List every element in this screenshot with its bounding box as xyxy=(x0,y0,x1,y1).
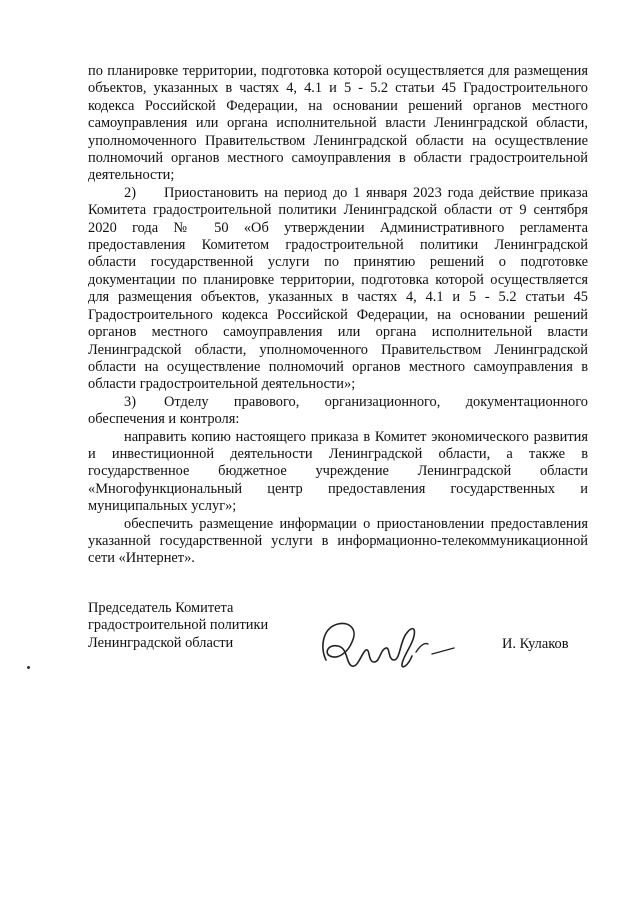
paragraph-text: Приостановить на период до 1 января 2023 года действие приказа Комитета градостроительной политики Ленинградской области от 9 сентября 2020 года № 50 «Об утверждении Административного регламента предоставления Комитетом градостроительной политики Ленинградской области государственной услуги по принятию решений о подготовке документации по планировке территории, подготовка которой осуществляется для размещения объектов, указанных в частях 4, 4.1 и 5 - 5.2 статьи 45 Градостроительного кодекса Российской Федерации, на основании решений органов местного самоуправления или органа исполнительной власти Ленинградской области, уполномоченного Правительством Ленинградской области на осуществление полномочий органов местного самоуправления в области градостроительной деятельности»; xyxy=(88,184,588,393)
scan-speck xyxy=(27,666,30,669)
paragraph-subitem-publish xyxy=(88,516,588,568)
paragraph-text: по планировке территории, подготовка которой осуществляется для размещения объектов, указанных в частях 4, 4.1 и 5 - 5.2 статьи 45 Градостроительного кодекса Российской Федерации, на основании решений органов местного самоуправления или органа исполнительной власти Ленинградской области, уполномоченного Правительством Ленинградской области на осуществление полномочий органов местного самоуправления в области градостроительной деятельности; xyxy=(88,63,588,184)
signatory-title-line: градостроительной политики xyxy=(88,617,269,634)
paragraph-number: 3) xyxy=(124,393,136,410)
signatory-title-line: Председатель Комитета xyxy=(88,600,234,616)
paragraph-number: 2) xyxy=(124,184,136,201)
paragraph-continuation xyxy=(88,63,588,185)
paragraph-text: направить копию настоящего приказа в Комитет экономического развития и инвестиционной деятельности Ленинградской области, а также в государственное бюджетное учреждение Ленинградской области «Многофункциональный центр предоставления государственных и муниципальных услуг»; xyxy=(88,428,588,515)
paragraph-text: Отделу правового, организационного, документационного обеспечения и контроля: xyxy=(88,393,588,428)
paragraph-item-2 xyxy=(88,185,588,394)
handwritten-signature xyxy=(316,612,461,682)
paragraph-item-3 xyxy=(88,394,588,429)
signer-name: И. Кулаков xyxy=(502,636,569,652)
signatory-title xyxy=(88,600,268,652)
document-body xyxy=(88,63,588,568)
paragraph-subitem-send-copy xyxy=(88,429,588,516)
signatory-title-line: Ленинградской области xyxy=(88,634,234,651)
paragraph-text: обеспечить размещение информации о приостановлении предоставления указанной государственной услуги в информационно-телекоммуникационной сети «Интернет». xyxy=(88,515,588,567)
